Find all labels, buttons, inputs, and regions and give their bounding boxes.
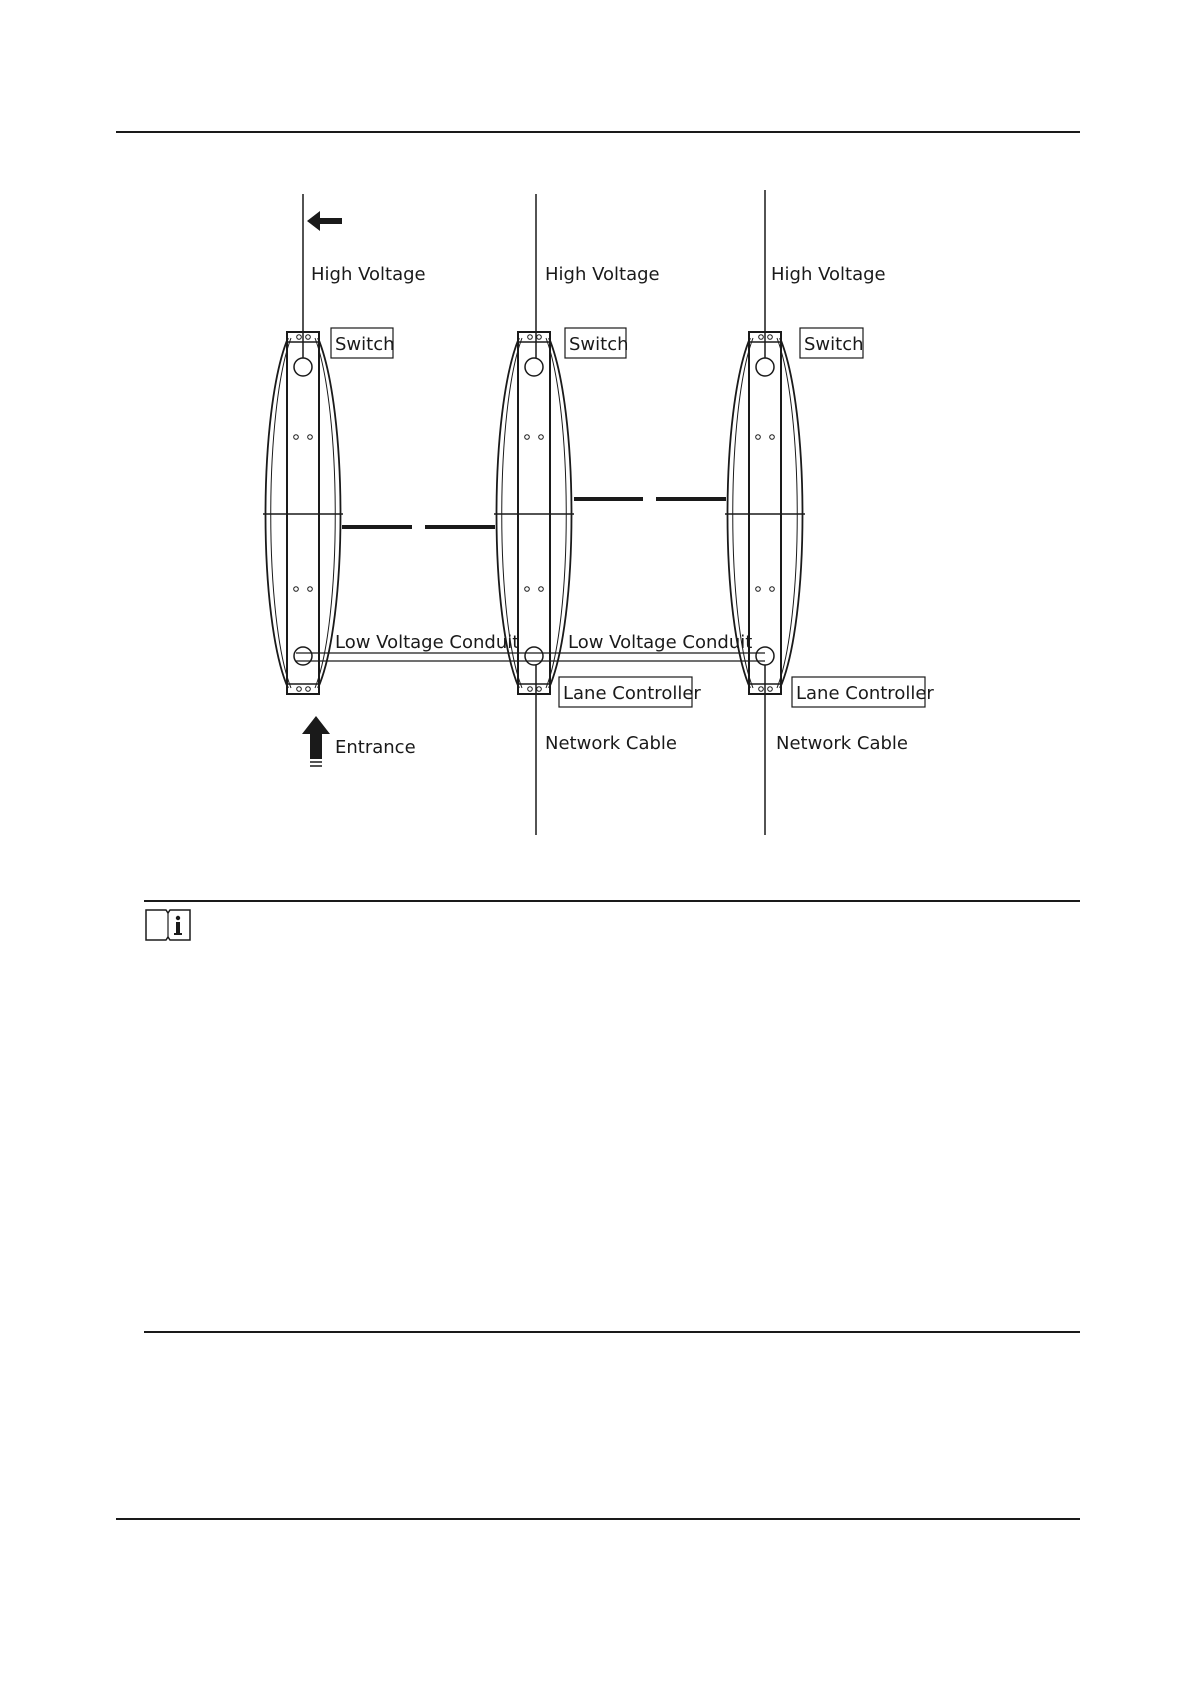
- switch-label-1: Switch: [335, 334, 395, 355]
- lane-controller-label-1: Lane Controller: [563, 683, 701, 704]
- switch-label-2: Switch: [569, 334, 629, 355]
- high-voltage-label-1: High Voltage: [311, 264, 426, 285]
- conduit-label-1: Low Voltage Conduit: [335, 632, 520, 653]
- lane-controller-label-2: Lane Controller: [796, 683, 934, 704]
- info-note-icon: [144, 906, 192, 942]
- note-bottom-rule: [144, 1331, 1080, 1333]
- network-cable-label-1: Network Cable: [545, 733, 677, 754]
- footer-rule: [116, 1518, 1080, 1520]
- entrance-arrow-icon: [302, 716, 330, 766]
- exit-arrow-icon: [307, 211, 342, 231]
- high-voltage-label-2: High Voltage: [545, 264, 660, 285]
- barrier-arms: [342, 499, 726, 527]
- turnstile-1: [263, 332, 343, 694]
- note-top-rule: [144, 900, 1080, 902]
- high-voltage-label-3: High Voltage: [771, 264, 886, 285]
- conduit-label-2: Low Voltage Conduit: [568, 632, 753, 653]
- network-cable-label-2: Network Cable: [776, 733, 908, 754]
- switch-label-3: Switch: [804, 334, 864, 355]
- entrance-label: Entrance: [335, 737, 416, 758]
- low-voltage-conduit: [296, 653, 765, 661]
